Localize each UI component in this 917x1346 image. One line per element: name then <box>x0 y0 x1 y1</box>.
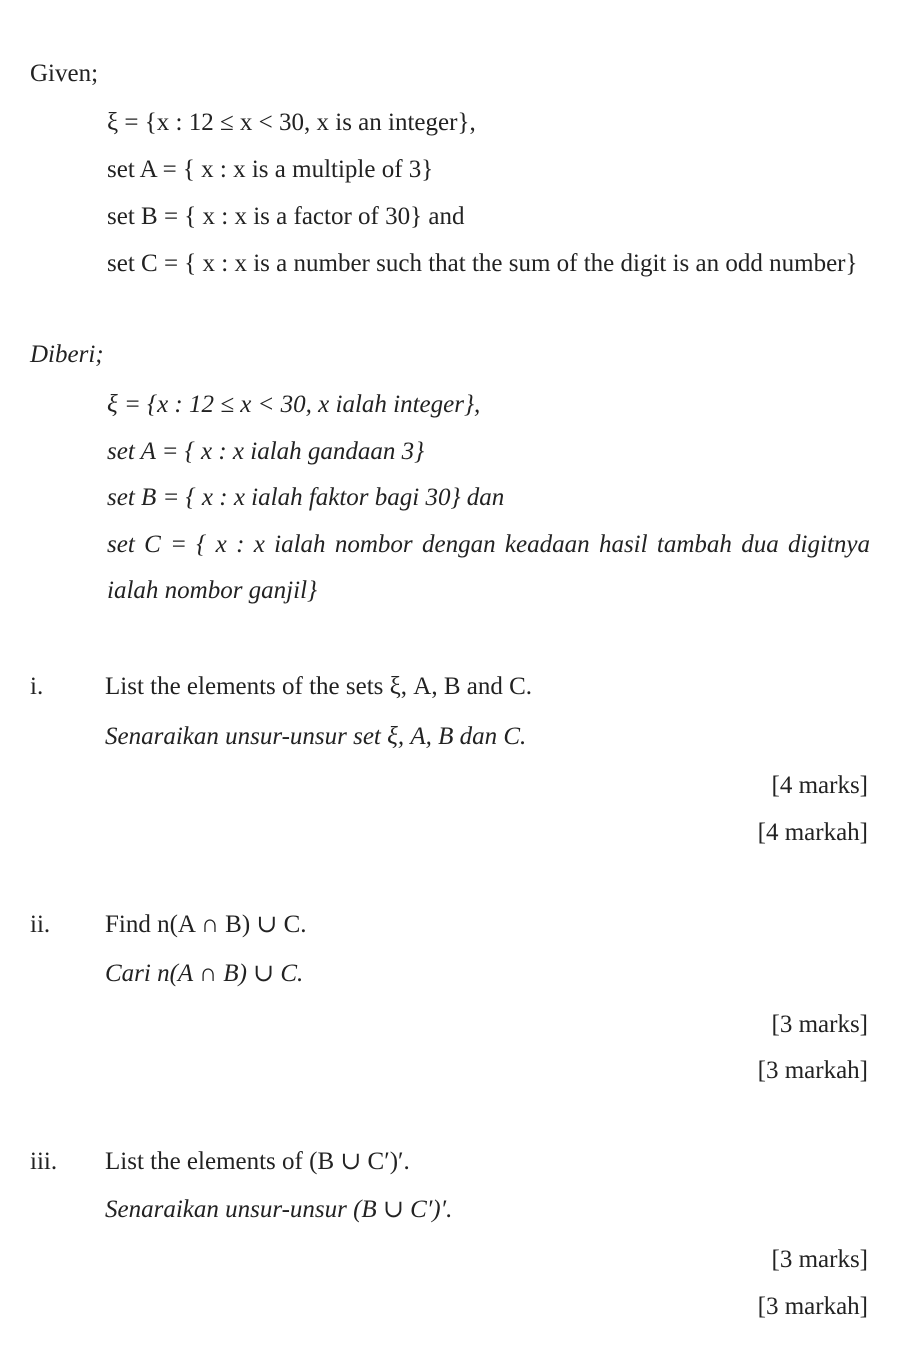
diberi-heading: Diberi; <box>30 341 104 368</box>
question-text-ms: Cari n(A ∩ B) ∪ C. <box>105 960 304 987</box>
universal-set-en: ξ = {x : 12 ≤ x < 30, x is an integer}, <box>107 109 476 136</box>
question-text-en: List the elements of (B ∪ C′)′. <box>105 1148 410 1175</box>
set-c-ms: set C = { x : x ialah nombor dengan keadaan hasil tambah dua digitnya ialah nombor ganjil} <box>107 531 870 604</box>
set-c-en: set C = { x : x is a number such that the sum of the digit is an odd number} <box>107 250 858 277</box>
question-text-ms: Senaraikan unsur-unsur (B ∪ C′)′. <box>105 1196 453 1223</box>
given-heading: Given; <box>30 60 99 87</box>
question-text-en: List the elements of the sets ξ, A, B and C. <box>105 673 533 700</box>
question-text-en: Find n(A ∩ B) ∪ C. <box>105 911 307 938</box>
set-a-en: set A = { x : x is a multiple of 3} <box>107 156 434 183</box>
question-number: ii. <box>30 911 51 938</box>
question-text-ms: Senaraikan unsur-unsur set ξ, A, B dan C. <box>105 723 527 750</box>
set-a-ms: set A = { x : x ialah gandaan 3} <box>107 438 425 465</box>
set-b-ms: set B = { x : x ialah faktor bagi 30} dan <box>107 484 505 511</box>
marks-ms: [4 markah] <box>757 819 868 846</box>
marks-ms: [3 markah] <box>757 1293 868 1320</box>
question-number: iii. <box>30 1148 58 1175</box>
question-number: i. <box>30 673 44 700</box>
marks-en: [4 marks] <box>771 772 868 799</box>
universal-set-ms: ξ = {x : 12 ≤ x < 30, x ialah integer}, <box>107 391 481 418</box>
set-b-en: set B = { x : x is a factor of 30} and <box>107 203 465 230</box>
marks-en: [3 marks] <box>771 1246 868 1273</box>
marks-ms: [3 markah] <box>757 1057 868 1084</box>
marks-en: [3 marks] <box>771 1011 868 1038</box>
